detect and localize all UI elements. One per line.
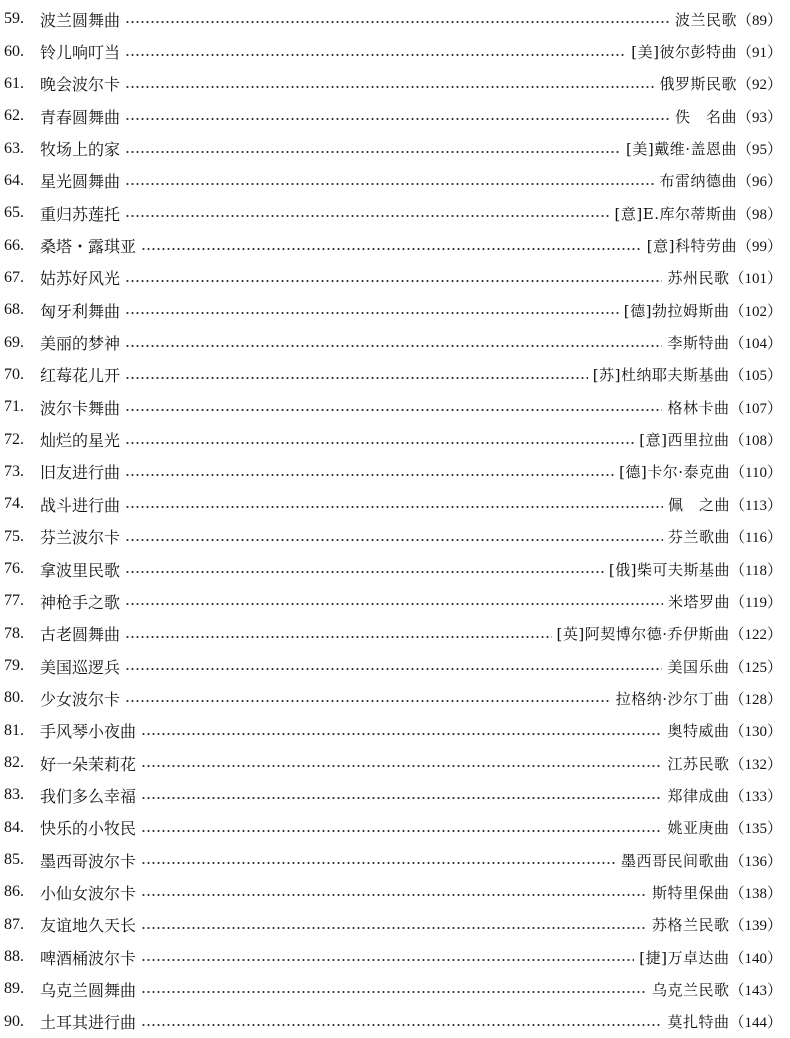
entry-composer: 苏州民歌 (667, 269, 730, 288)
entry-title: 战斗进行曲 (40, 495, 121, 515)
dot-leader (125, 474, 614, 476)
entry-composer: 佚 名曲 (674, 107, 737, 126)
entry-number: 88. (4, 948, 24, 966)
entry-composer: [苏]杜纳耶夫斯基曲 (592, 366, 730, 385)
entry-composer: 莫扎特曲 (667, 1013, 730, 1032)
dot-leader (125, 215, 610, 217)
entry-number: 63. (4, 139, 24, 157)
entry-composer: [意]西里拉曲 (639, 431, 730, 450)
entry-title: 旧友进行曲 (40, 463, 121, 483)
dot-leader (125, 409, 662, 411)
entry-title: 少女波尔卡 (40, 689, 121, 709)
entry-number: 72. (4, 430, 24, 448)
entry-title: 神枪手之歌 (40, 592, 121, 612)
entry-number: 82. (4, 754, 24, 772)
entry-composer: [英]阿契博尔德·乔伊斯曲 (556, 625, 730, 644)
dot-leader (141, 894, 647, 896)
entry-page-number: （102） (729, 303, 782, 320)
entry-page-number: （89） (736, 12, 782, 29)
entry-title: 红莓花儿开 (40, 366, 121, 386)
entry-page-number: （95） (736, 142, 782, 159)
dot-leader (125, 312, 619, 314)
dot-leader (141, 733, 662, 735)
entry-number: 83. (4, 786, 24, 804)
entry-composer: [意]E.库尔蒂斯曲 (614, 204, 737, 223)
entry-title: 手风琴小夜曲 (40, 722, 137, 742)
entry-title: 波尔卡舞曲 (40, 398, 121, 418)
toc-entry (0, 35, 790, 67)
toc-entry (0, 100, 790, 132)
entry-page-number: （122） (729, 627, 782, 644)
toc-entry (0, 68, 790, 100)
entry-title: 友谊地久天长 (40, 916, 137, 936)
entry-page-number: （139） (729, 918, 782, 935)
dot-leader (141, 797, 662, 799)
dot-leader (141, 991, 647, 993)
dot-leader (125, 118, 670, 120)
entry-title: 小仙女波尔卡 (40, 883, 137, 903)
entry-title: 晚会波尔卡 (40, 75, 121, 95)
entry-composer: [捷]万卓达曲 (639, 948, 730, 967)
dot-leader (125, 668, 662, 670)
entry-number: 67. (4, 268, 24, 286)
entry-page-number: （107） (729, 400, 782, 417)
entry-number: 68. (4, 301, 24, 319)
entry-composer: 布雷纳德曲 (659, 172, 737, 191)
entry-page-number: （130） (729, 724, 782, 741)
dot-leader (125, 54, 626, 56)
toc-entry (0, 715, 790, 747)
entry-page-number: （98） (736, 206, 782, 223)
entry-title: 灿烂的星光 (40, 431, 121, 451)
entry-page-number: （144） (729, 1015, 782, 1032)
entry-number: 66. (4, 236, 24, 254)
entry-page-number: （113） (730, 497, 782, 514)
toc-entry (0, 3, 790, 35)
dot-leader (141, 959, 634, 961)
entry-number: 65. (4, 204, 24, 222)
entry-page-number: （110） (730, 465, 782, 482)
entry-page-number: （99） (736, 239, 782, 256)
toc-entry (0, 973, 790, 1005)
entry-title: 古老圆舞曲 (40, 625, 121, 645)
toc-entry (0, 779, 790, 811)
entry-composer: 江苏民歌 (667, 754, 730, 773)
entry-composer: 格林卡曲 (667, 398, 730, 417)
entry-composer: 姚亚庚曲 (667, 819, 730, 838)
dot-leader (141, 927, 647, 929)
entry-composer: [意]科特劳曲 (646, 237, 737, 256)
entry-title: 姑苏好风光 (40, 269, 121, 289)
entry-composer: 美国乐曲 (667, 657, 730, 676)
entry-composer: 米塔罗曲 (668, 592, 731, 611)
entry-title: 青春圆舞曲 (40, 107, 121, 127)
entry-composer: 苏格兰民歌 (651, 916, 730, 935)
entry-page-number: （143） (729, 982, 782, 999)
toc-entry (0, 488, 790, 520)
entry-title: 啤酒桶波尔卡 (40, 948, 137, 968)
dot-leader (141, 248, 642, 250)
entry-title: 美丽的梦神 (40, 334, 121, 354)
dot-leader (125, 603, 663, 605)
entry-page-number: （93） (736, 109, 782, 126)
entry-title: 波兰圆舞曲 (40, 10, 121, 30)
toc-entry (0, 391, 790, 423)
dot-leader (125, 183, 654, 185)
toc-entry (0, 876, 790, 908)
entry-number: 86. (4, 883, 24, 901)
dot-leader (125, 86, 654, 88)
toc-entry (0, 165, 790, 197)
entry-page-number: （108） (729, 433, 782, 450)
entry-page-number: （128） (729, 691, 782, 708)
entry-composer: [美]戴维·盖恩曲 (626, 140, 737, 159)
entry-number: 60. (4, 42, 24, 60)
entry-page-number: （118） (730, 562, 782, 579)
entry-title: 墨西哥波尔卡 (40, 851, 137, 871)
entry-number: 74. (4, 495, 24, 513)
entry-number: 90. (4, 1012, 24, 1030)
entry-title: 星光圆舞曲 (40, 172, 121, 192)
entry-page-number: （132） (729, 756, 782, 773)
entry-page-number: （135） (729, 821, 782, 838)
entry-title: 我们多么幸福 (40, 786, 137, 806)
entry-number: 61. (4, 74, 24, 92)
entry-composer: 波兰民歌 (674, 10, 737, 29)
dot-leader (141, 862, 616, 864)
dot-leader (125, 151, 621, 153)
dot-leader (125, 636, 551, 638)
entry-number: 75. (4, 527, 24, 545)
dot-leader (141, 830, 662, 832)
toc-entry (0, 650, 790, 682)
entry-title: 美国巡逻兵 (40, 657, 121, 677)
entry-page-number: （96） (736, 174, 782, 191)
toc-entry (0, 1006, 790, 1038)
entry-composer: [德]勃拉姆斯曲 (623, 301, 730, 320)
entry-composer: 乌克兰民歌 (651, 980, 730, 999)
entry-number: 81. (4, 721, 24, 739)
entry-number: 85. (4, 851, 24, 869)
entry-number: 80. (4, 689, 24, 707)
dot-leader (125, 280, 662, 282)
entry-page-number: （101） (729, 271, 782, 288)
entry-title: 土耳其进行曲 (40, 1013, 137, 1033)
entry-composer: 墨西哥民间歌曲 (620, 851, 730, 870)
entry-number: 69. (4, 333, 24, 351)
entry-page-number: （125） (729, 659, 782, 676)
entry-number: 79. (4, 657, 24, 675)
entry-page-number: （136） (729, 853, 782, 870)
entry-title: 匈牙利舞曲 (40, 301, 121, 321)
entry-title: 牧场上的家 (40, 140, 121, 160)
entry-page-number: （133） (729, 788, 782, 805)
entry-number: 76. (4, 560, 24, 578)
entry-title: 芬兰波尔卡 (40, 528, 121, 548)
entry-page-number: （105） (729, 368, 782, 385)
toc-entry (0, 553, 790, 585)
entry-page-number: （138） (729, 885, 782, 902)
entry-title: 铃儿响叮当 (40, 43, 121, 63)
entry-title: 桑塔・露琪亚 (40, 237, 137, 257)
entry-page-number: （104） (729, 336, 782, 353)
toc-entry (0, 262, 790, 294)
dot-leader (125, 700, 611, 702)
entry-page-number: （119） (730, 594, 782, 611)
entry-page-number: （91） (736, 45, 782, 62)
toc-entry (0, 326, 790, 358)
toc-entry (0, 521, 790, 553)
dot-leader (125, 506, 663, 508)
entry-title: 快乐的小牧民 (40, 819, 137, 839)
entry-composer: 奥特威曲 (667, 722, 730, 741)
entry-composer: 俄罗斯民歌 (659, 75, 737, 94)
dot-leader (125, 539, 663, 541)
entry-composer: [俄]柴可夫斯基曲 (608, 560, 731, 579)
entry-composer: [美]彼尔彭特曲 (631, 43, 737, 62)
toc-entry (0, 585, 790, 617)
toc-entry (0, 618, 790, 650)
toc-entry (0, 909, 790, 941)
entry-number: 73. (4, 462, 24, 480)
dot-leader (125, 377, 588, 379)
dot-leader (125, 442, 634, 444)
entry-title: 拿波里民歌 (40, 560, 121, 580)
dot-leader (125, 345, 662, 347)
entry-composer: 佩 之曲 (668, 495, 731, 514)
entry-page-number: （116） (730, 530, 782, 547)
entry-number: 59. (4, 10, 24, 28)
entry-title: 乌克兰圆舞曲 (40, 980, 137, 1000)
entry-title: 重归苏莲托 (40, 204, 121, 224)
toc-entry (0, 456, 790, 488)
entry-number: 87. (4, 915, 24, 933)
dot-leader (125, 21, 670, 23)
toc-entry (0, 812, 790, 844)
entry-number: 64. (4, 171, 24, 189)
toc-entry (0, 844, 790, 876)
entry-number: 84. (4, 818, 24, 836)
entry-composer: 拉格纳·沙尔丁曲 (615, 689, 730, 708)
toc-entry (0, 682, 790, 714)
entry-number: 89. (4, 980, 24, 998)
toc-entry (0, 359, 790, 391)
entry-composer: [德]卡尔·泰克曲 (619, 463, 731, 482)
entry-composer: 郑律成曲 (667, 786, 730, 805)
entry-composer: 李斯特曲 (667, 334, 730, 353)
toc-entry (0, 941, 790, 973)
toc-entry (0, 747, 790, 779)
entry-composer: 芬兰歌曲 (668, 528, 731, 547)
dot-leader (141, 1024, 662, 1026)
entry-number: 71. (4, 398, 24, 416)
toc-entry (0, 423, 790, 455)
dot-leader (141, 765, 662, 767)
entry-number: 78. (4, 624, 24, 642)
entry-title: 好一朵茉莉花 (40, 754, 137, 774)
toc-entry (0, 294, 790, 326)
entry-number: 62. (4, 107, 24, 125)
toc-entry (0, 132, 790, 164)
dot-leader (125, 571, 604, 573)
entry-composer: 斯特里保曲 (651, 883, 730, 902)
entry-number: 77. (4, 592, 24, 610)
entry-number: 70. (4, 365, 24, 383)
toc-entry (0, 197, 790, 229)
entry-page-number: （92） (736, 77, 782, 94)
entry-page-number: （140） (729, 950, 782, 967)
toc-entry (0, 229, 790, 261)
